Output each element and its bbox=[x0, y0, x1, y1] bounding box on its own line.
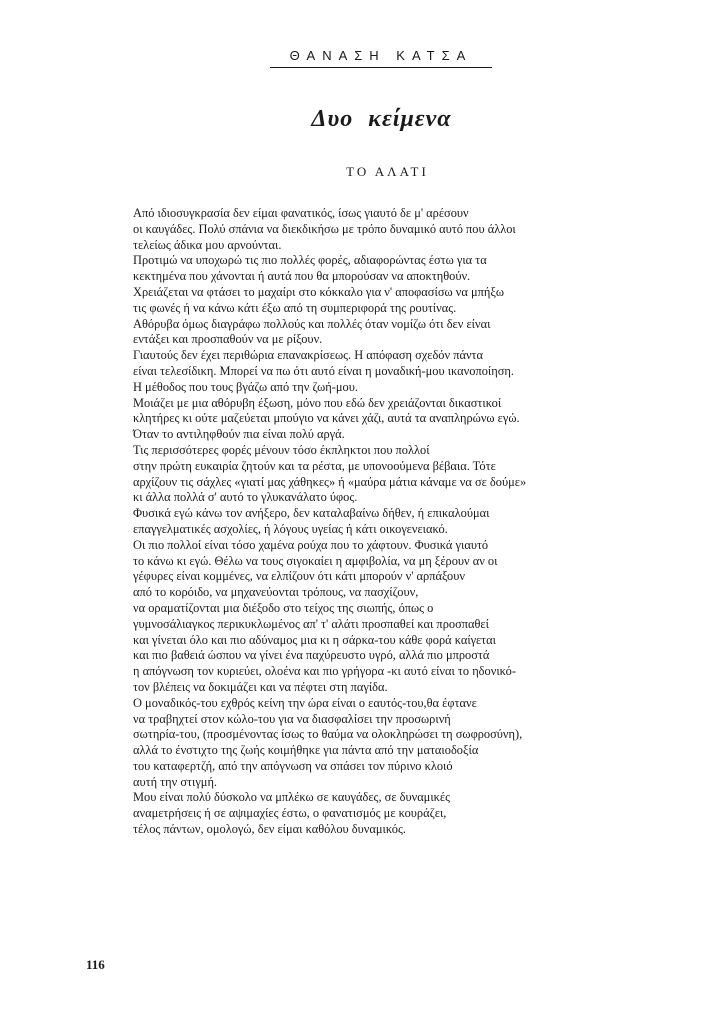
text-line: τον βλέπεις να δοκιμάζει και να πέφτει στη παγίδα. bbox=[133, 679, 388, 694]
page-number: 116 bbox=[86, 957, 105, 972]
text-line: να οραματίζονται μια διέξοδο στο τείχος της σιωπής, όπως ο bbox=[133, 600, 434, 615]
text-line: αναμετρήσεις ή σε αψιμαχίες έστω, ο φανατισμός με κουράζει, bbox=[133, 806, 447, 821]
text-line: Αθόρυβα όμως διαγράφω πολλούς και πολλές όταν νομίζω ότι δεν είναι bbox=[133, 316, 491, 331]
text-line: γέφυρες είναι κομμένες, να ελπίζουν ότι κάτι μπορούν ν' αρπάξουν bbox=[133, 569, 465, 584]
text-line: είναι τελεσίδικη. Μπορεί να πω ότι αυτό είναι η μοναδική-μου ικανοποίηση. bbox=[133, 363, 514, 378]
text-line: Η μέθοδος που τους βγάζω από την ζωή-μου. bbox=[133, 379, 358, 394]
text-line: τέλος πάντων, ομολογώ, δεν είμαι καθόλου δυναμικός. bbox=[133, 822, 406, 837]
text-line: κλητήρες κι ούτε μαζεύεται μπούγιο να κάνει χάζι, αυτά τα αναπληρώνω εγώ. bbox=[133, 411, 520, 426]
text-line: Όταν το αντιληφθούν πια είναι πολύ αργά. bbox=[133, 427, 345, 442]
text-line: αυτή την στιγμή. bbox=[133, 774, 218, 789]
text-line: του καταφερτζή, από την απόγνωση να σπάσει τον πύρινο κλοιό bbox=[133, 758, 453, 773]
text-line: και γίνεται όλο και πιο αδύναμος μια κι η σάρκα-του κάθε φορά καίγεται bbox=[133, 632, 496, 647]
text-line: Μου είναι πολύ δύσκολο να μπλέκω σε καυγάδες, σε δυναμικές bbox=[133, 790, 451, 805]
text-line: στην πρώτη ευκαιρία ζητούν και τα ρέστα, με υπονοούμενα βέβαια. Τότε bbox=[133, 458, 496, 473]
text-line: Χρειάζεται να φτάσει το μαχαίρι στο κόκκαλο για ν' αποφασίσω να μπήξω bbox=[133, 284, 504, 299]
text-line: σωτηρία-του, (προσμένοντας ίσως το θαύμα να ολοκληρώσει τη σωφροσύνη), bbox=[133, 727, 523, 742]
text-line: αλλά το ένστιχτο της ζωής κοιμήθηκε για πάντα από την ματαιοδοξία bbox=[133, 743, 479, 758]
text-line: κι άλλα πολλά σ' αυτό το γλυκανάλατο ύφος. bbox=[133, 490, 358, 505]
text-line: Προτιμώ να υποχωρώ τις πιο πολλές φορές, αδιαφορώντας έστω για τα bbox=[133, 253, 487, 268]
text-line: Ο μοναδικός-του εχθρός κείνη την ώρα είναι ο εαυτός-του,θα έφτανε bbox=[133, 695, 477, 710]
text-line: τελείως άδικα μου αρνούνται. bbox=[133, 237, 282, 252]
text-line: τις φωνές ή να κάνω κάτι έξω από τη συμπεριφορά της ρουτίνας. bbox=[133, 300, 457, 315]
text-line: το κάνω κι εγώ. Θέλω να τους σιγοκαίει η αμφιβολία, να μη ξέρουν αν οι bbox=[133, 553, 498, 568]
section-subtitle: ΤΟ ΑΛΑΤΙ bbox=[346, 164, 429, 179]
text-line: Γιαυτούς δεν έχει περιθώρια επανακρίσεως. Η απόφαση σχεδόν πάντα bbox=[133, 348, 484, 363]
text-line: Από ιδιοσυγκρασία δεν είμαι φανατικός, ίσως γιαυτό δε μ' αρέσουν bbox=[133, 206, 469, 220]
text-line: κεκτημένα που χάνονται ή αυτά που θα μπορούσαν να αποκτηθούν. bbox=[133, 269, 471, 284]
text-line: η απόγνωση τον κυριεύει, ολοένα και πιο γρήγορα -κι αυτό είναι το ηδονικό- bbox=[133, 664, 516, 679]
text-line: εντάξει και προσπαθούν να με ρίξουν. bbox=[133, 332, 323, 347]
text-line: γυμνοσάλιαγκος περικυκλωμένος απ' τ' αλάτι προσπαθεί και προσπαθεί bbox=[133, 616, 489, 631]
text-line: από το κορόιδο, να μηχανεύονται τρόπους, να πασχίζουν, bbox=[133, 585, 419, 600]
body-text bbox=[133, 206, 613, 838]
text-line: αρχίζουν τις σάχλες «γιατί μας χάθηκες» ή «μαύρα μάτια κάναμε να σε δούμε» bbox=[133, 474, 527, 489]
text-line: Τις περισσότερες φορές μένουν τόσο έκπληκτοι που πολλοί bbox=[133, 442, 430, 457]
text-line: Φυσικά εγώ κάνω τον ανήξερο, δεν καταλαβαίνω δήθεν, ή επικαλούμαι bbox=[133, 506, 490, 521]
author-heading: ΘΑΝΑΣΗ ΚΑΤΣΑ bbox=[270, 48, 492, 68]
text-line: και πιο βαθειά ώσπου να γίνει ένα παχύρευστο υγρό, αλλά πιο μπροστά bbox=[133, 648, 490, 663]
article-title: Δυο κείμενα bbox=[311, 106, 452, 132]
text-line: να τραβηχτεί στον κώλο-του για να διασφαλίσει την προσωρινή bbox=[133, 711, 451, 726]
text-line: Οι πιο πολλοί είναι τόσο χαμένα ρούχα που το χάφτουν. Φυσικά γιαυτό bbox=[133, 537, 489, 552]
text-line: επαγγελματικές ασχολίες, ή λόγους υγείας ή κάτι οικογενειακό. bbox=[133, 521, 448, 536]
text-line: Μοιάζει με μια αθόρυβη έξωση, μόνο που εδώ δεν χρειάζονται δικαστικοί bbox=[133, 395, 502, 410]
text-line: οι καυγάδες. Πολύ σπάνια να διεκδικήσω με τρόπο δυναμικό αυτό που άλλοι bbox=[133, 221, 516, 236]
